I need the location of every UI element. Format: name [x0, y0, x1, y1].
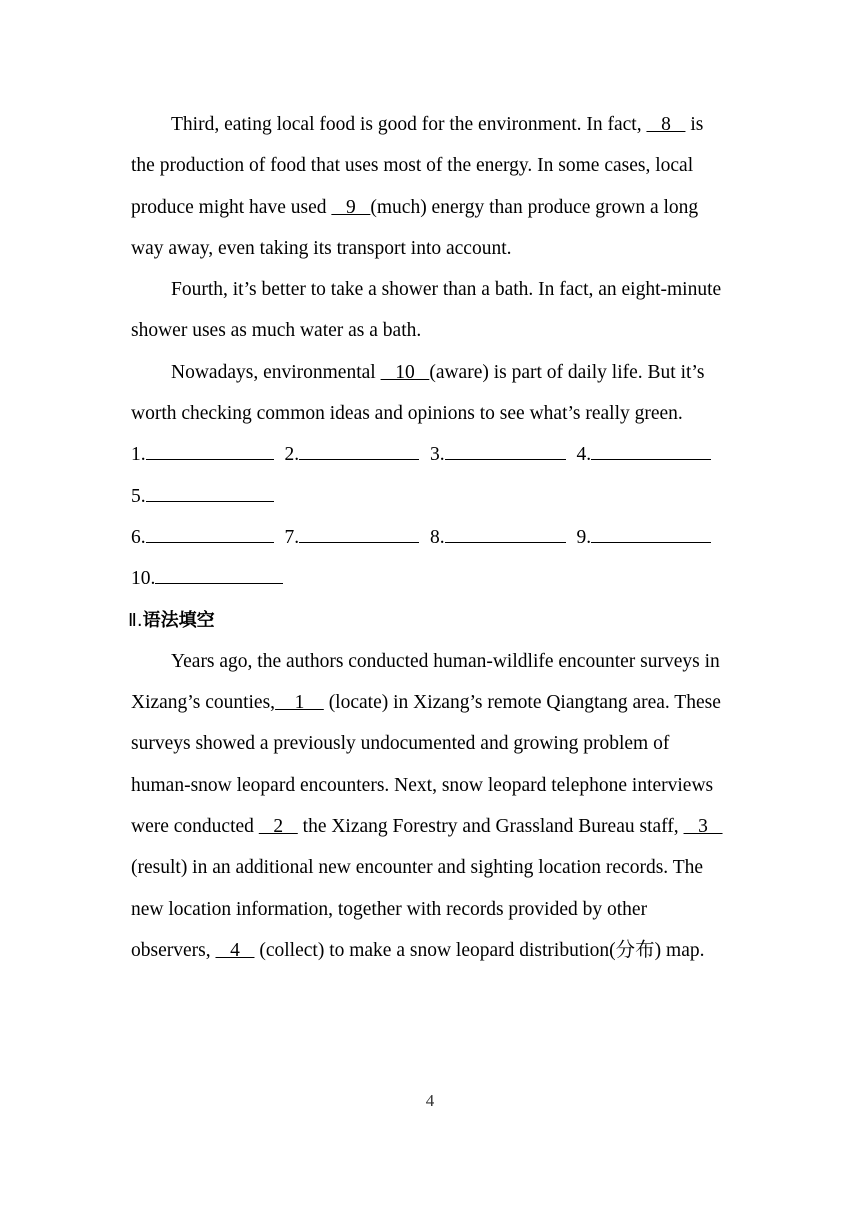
answer-label-4: 4.: [576, 444, 592, 466]
answer-line-10[interactable]: [155, 564, 283, 584]
answer-line-7[interactable]: [299, 523, 419, 543]
blank-10: 10: [380, 361, 430, 383]
answer-line-5[interactable]: [146, 482, 274, 502]
text: Third, eating local food is good for the environment. In fact,: [171, 114, 647, 135]
blank-2: 2: [258, 816, 298, 838]
text: the Xizang Forestry and Grassland Bureau staff,: [297, 816, 684, 838]
section-heading: [128, 600, 731, 641]
text: (locate) in Xizang’s remote Qiangtang area. These surveys showed a previously undocumented and growing problem of human-snow leopard encounters. Next, snow leopard telephone interviews were conducted: [131, 692, 721, 838]
blank-1: 1: [275, 692, 324, 714]
blank-3: 3: [683, 816, 723, 838]
answer-label-5: 5.: [131, 485, 146, 507]
blank-4: 4: [215, 939, 255, 961]
text: (result) in an additional new encounter and sighting location records. The new location information, together with records provided by other observers,: [131, 857, 704, 961]
answer-label-7: 7.: [284, 526, 300, 548]
paragraph-nowadays: [131, 352, 731, 435]
content-body: [128, 104, 731, 971]
answer-line-1[interactable]: [146, 440, 274, 460]
answer-label-1: 1.: [131, 444, 146, 466]
answer-label-10: 10.: [131, 568, 156, 590]
section-numeral: Ⅱ.: [128, 609, 143, 631]
answer-line-2[interactable]: [299, 440, 419, 460]
text: Years ago, the authors conducted human-wildlife encounter surveys in Xizang’s counties,: [131, 650, 720, 714]
answer-label-2: 2.: [284, 444, 300, 466]
paragraph-fourth: Fourth, it’s better to take a shower than a bath. In fact, an eight-minute shower uses as much water as a bath.: [131, 279, 722, 342]
text: (much) energy than produce grown a long way away, even taking its transport into account.: [131, 196, 699, 259]
answer-line-4[interactable]: [591, 440, 711, 460]
blank-8: 8: [646, 114, 686, 135]
page-number: 4: [425, 1091, 435, 1110]
answer-line-6[interactable]: [146, 523, 274, 543]
section-title: 语法填空: [142, 609, 215, 631]
answer-line-8[interactable]: [445, 523, 566, 543]
paragraph-grammar: [131, 641, 731, 971]
answer-label-8: 8.: [430, 526, 445, 548]
answer-row-1: [131, 434, 731, 475]
blank-9: 9: [331, 196, 371, 218]
text: (aware) is part of daily life. But it’s worth checking common ideas and opinions to see what’s really green.: [131, 361, 705, 425]
answer-label-3: 3.: [430, 444, 445, 466]
answer-row-2: [131, 476, 731, 517]
answer-row-3: [131, 517, 731, 558]
answer-label-6: 6.: [131, 526, 146, 548]
text: is the production of food that uses most of the energy. In some cases, local produce might have used: [131, 114, 704, 218]
paragraph-third: [131, 104, 731, 269]
answer-line-3[interactable]: [445, 440, 566, 460]
answer-line-9[interactable]: [591, 523, 711, 543]
text: (collect) to make a snow leopard distribution(分布) map.: [254, 939, 705, 961]
answer-label-9: 9.: [576, 526, 592, 548]
text: Nowadays, environmental: [171, 361, 381, 383]
answer-row-4: [131, 558, 731, 599]
